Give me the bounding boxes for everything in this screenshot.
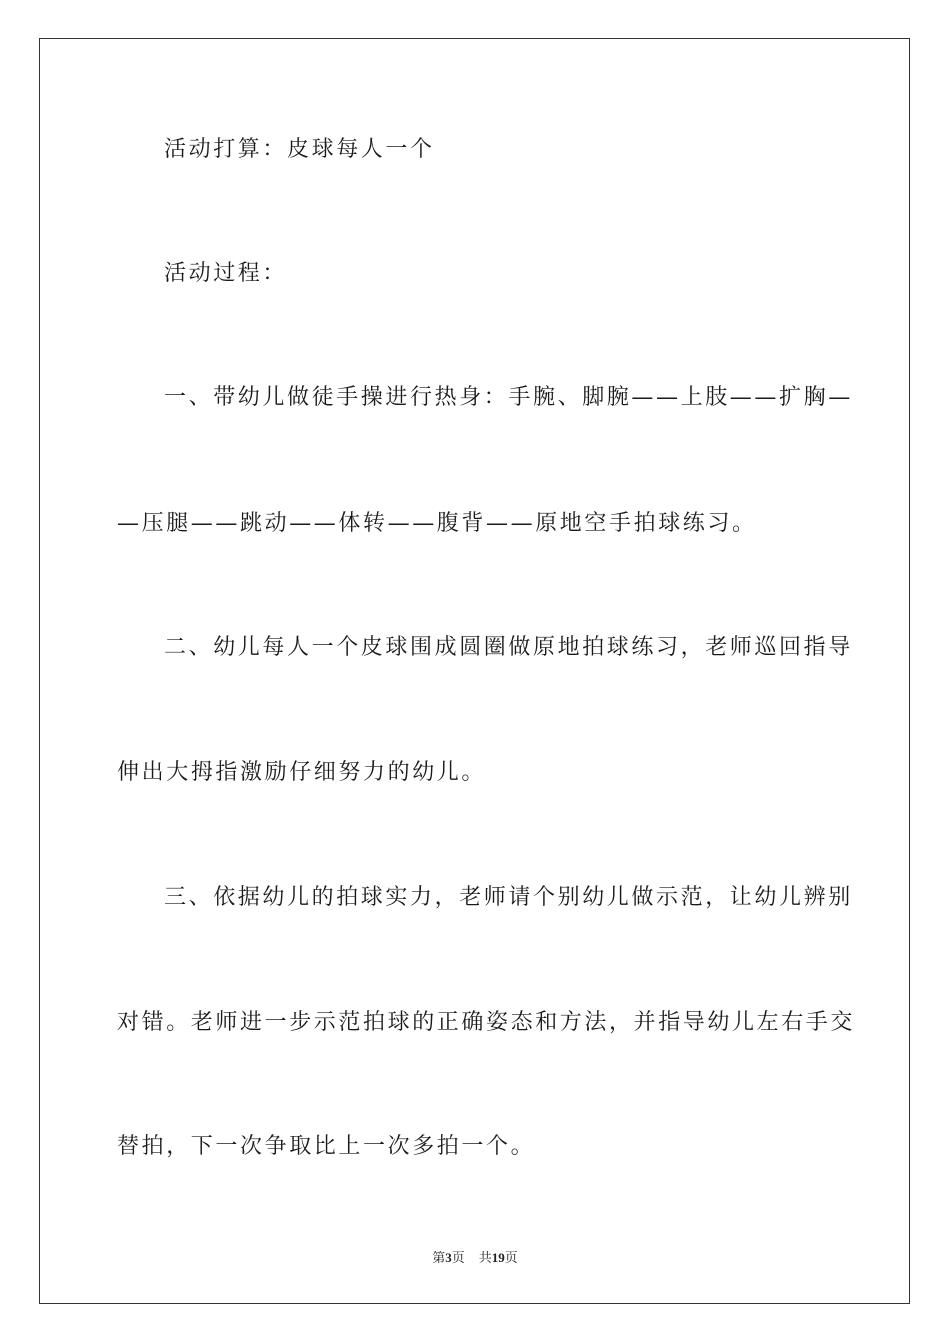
footer-total-suffix: 页 — [504, 1250, 518, 1265]
page-footer — [0, 1247, 950, 1266]
paragraph-step2-line1: 二、幼儿每人一个皮球围成圆圈做原地拍球练习，老师巡回指导 — [164, 635, 853, 660]
footer-page-prefix: 第 — [432, 1250, 446, 1265]
paragraph-step1-line1: 一、带幼儿做徒手操进行热身：手腕、脚腕——上肢——扩胸— — [164, 385, 853, 410]
footer-page-number: 3 — [445, 1250, 452, 1265]
paragraph-step3-line1: 三、依据幼儿的拍球实力，老师请个别幼儿做示范，让幼儿辨别 — [164, 885, 853, 910]
paragraph-process-heading: 活动过程： — [164, 261, 288, 286]
footer-total-pages: 19 — [491, 1250, 505, 1265]
footer-page-suffix: 页 — [451, 1250, 465, 1265]
paragraph-step1-line2: —压腿——跳动——体转——腹背——原地空手拍球练习。 — [117, 511, 757, 536]
footer-total-prefix: 共 — [478, 1250, 492, 1265]
paragraph-step2-line2: 伸出大拇指激励仔细努力的幼儿。 — [117, 760, 487, 785]
paragraph-step3-line2: 对错。老师进一步示范拍球的正确姿态和方法，并指导幼儿左右手交 — [117, 1010, 856, 1035]
page-border — [39, 38, 910, 1304]
paragraph-step3-line3: 替拍，下一次争取比上一次多拍一个。 — [117, 1134, 536, 1159]
paragraph-materials: 活动打算：皮球每人一个 — [164, 137, 435, 162]
